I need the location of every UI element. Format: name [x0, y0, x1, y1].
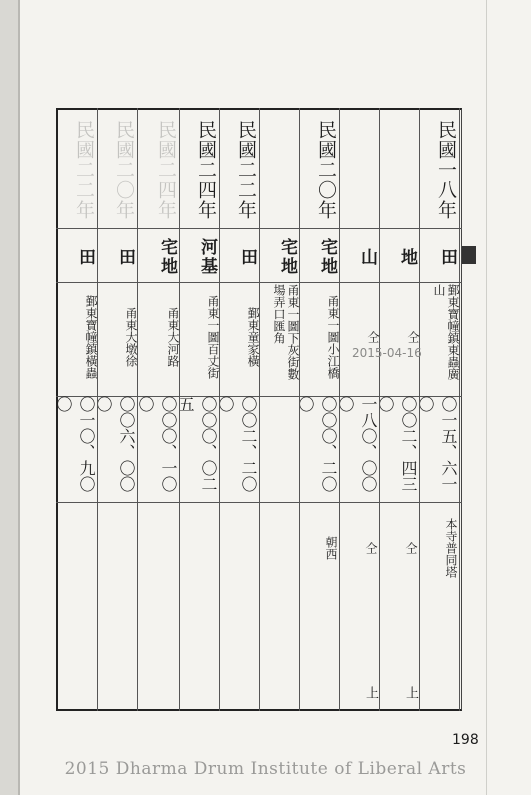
location-cell: 甬東一圖百丈街 — [206, 295, 220, 379]
location-cell: 甬東大河路 — [166, 307, 180, 367]
category-cell: 宅地 — [317, 238, 337, 276]
mark-cell — [260, 680, 300, 704]
location-cell: 鄞東寶幢鎮橫蟲 — [84, 295, 98, 379]
location-cell: 仝 — [406, 331, 420, 343]
table-column — [296, 108, 340, 711]
mark-cell — [300, 680, 340, 704]
era-cell: 民國二二年 — [73, 120, 95, 220]
table-column — [336, 108, 380, 711]
area-cell: 〇〇六、〇〇〇 — [94, 396, 136, 492]
table-column — [216, 108, 260, 711]
area-cell: 〇一〇、九〇〇 — [54, 396, 96, 492]
mark-cell: 上 — [363, 685, 378, 699]
table-column — [94, 108, 138, 711]
mark-cell: 上 — [403, 685, 418, 699]
area-cell: 〇〇〇、二〇〇 — [296, 396, 338, 492]
table-column — [376, 108, 420, 711]
area-cell: 〇〇二、四三〇 — [376, 396, 418, 492]
table-column — [260, 108, 300, 711]
location-cell: 甬東一圖小江橋 — [326, 295, 340, 379]
category-cell: 宅地 — [277, 238, 297, 276]
note-cell — [98, 508, 138, 588]
area-cell: 〇一五、六一〇 — [416, 396, 458, 492]
area-cell: 一八〇、〇〇〇 — [336, 396, 378, 492]
note-cell: 仝 — [404, 542, 418, 554]
era-cell — [340, 114, 380, 226]
mark-cell — [140, 680, 180, 704]
category-cell: 田 — [437, 247, 457, 267]
era-cell: 民國二四年 — [155, 120, 177, 220]
table-column — [54, 108, 98, 711]
watermark: 2015 Dharma Drum Institute of Liberal Arts — [64, 759, 467, 779]
mark-cell — [220, 680, 260, 704]
note-cell — [220, 508, 260, 588]
category-cell: 田 — [237, 247, 257, 267]
area-cell: 〇〇〇、〇二五 — [176, 396, 218, 492]
location-cell: 甬東大墩徐 — [124, 307, 138, 367]
note-cell — [180, 508, 220, 588]
note-cell: 本寺普同塔 — [444, 518, 458, 578]
area-cell: 〇〇二、二〇〇 — [216, 396, 258, 492]
era-cell: 民國二〇年 — [315, 120, 337, 220]
era-cell: 民國二二年 — [235, 120, 257, 220]
mark-cell — [420, 680, 460, 704]
gutter-line — [18, 0, 20, 795]
date-stamp: 2015-04-16 — [352, 346, 422, 360]
page-tab-marker — [462, 246, 476, 264]
category-cell: 田 — [75, 247, 95, 267]
category-cell: 山 — [357, 247, 377, 267]
note-cell — [140, 508, 180, 588]
category-cell: 田 — [115, 247, 135, 267]
page-number: 198 — [452, 732, 479, 748]
era-cell: 民國二四年 — [195, 120, 217, 220]
table-column — [176, 108, 220, 711]
mark-cell — [98, 680, 138, 704]
right-margin-rule — [486, 0, 487, 795]
era-cell — [380, 114, 420, 226]
note-cell — [58, 508, 98, 588]
table-column — [416, 108, 460, 711]
table-column — [136, 108, 180, 711]
book-gutter — [0, 0, 18, 795]
note-cell: 仝 — [364, 542, 378, 554]
location-cell: 鄞東寶幢鎮東蟲廣山 — [432, 284, 460, 380]
area-cell: 〇〇〇、一〇〇 — [136, 396, 178, 492]
note-cell — [260, 508, 300, 588]
era-cell: 民國一八年 — [435, 120, 457, 220]
category-cell: 宅地 — [157, 238, 177, 276]
era-cell — [260, 114, 300, 226]
era-cell: 民國二〇年 — [113, 120, 135, 220]
location-cell: 鄞東童家橫 — [246, 307, 260, 367]
area-cell — [260, 396, 300, 504]
mark-cell — [58, 680, 98, 704]
note-cell: 朝西 — [324, 536, 338, 560]
mark-cell — [180, 680, 220, 704]
location-cell: 仝 — [366, 331, 380, 343]
location-cell: 甬東一圖下灰街數場弄口匯角 — [272, 284, 300, 380]
category-cell: 河基 — [197, 238, 217, 276]
category-cell: 地 — [397, 247, 417, 267]
